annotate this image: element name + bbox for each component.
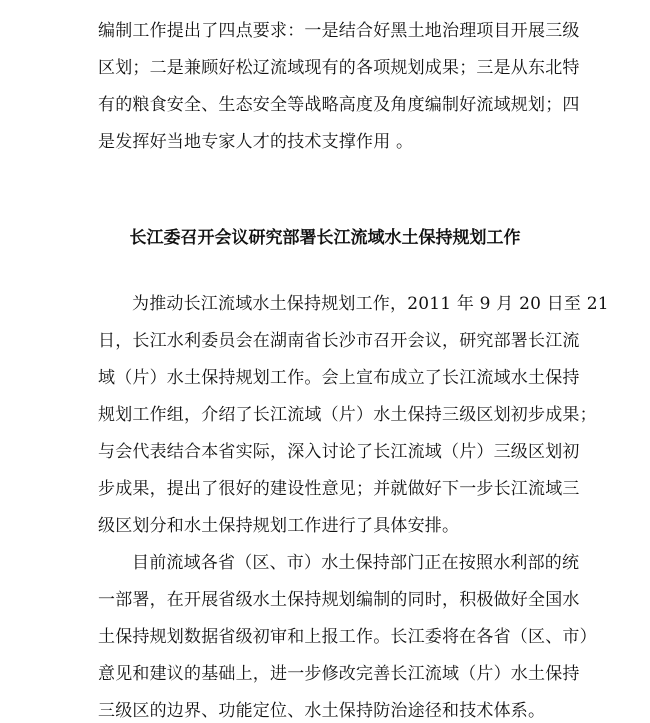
paragraph-2-line-2: 一部署，在开展省级水土保持规划编制的同时，积极做好全国水 xyxy=(98,590,580,610)
paragraph-1-line-1: 为推动长江流域水土保持规划工作，2011 年 9 月 20 日至 21 xyxy=(132,294,609,314)
article-title: 长江委召开会议研究部署长江流域水土保持规划工作 xyxy=(129,228,521,248)
paragraph-2-line-4: 意见和建议的基础上，进一步修改完善长江流域（片）水土保持 xyxy=(98,664,580,684)
paragraph-1-line-3: 域（片）水土保持规划工作。会上宣布成立了长江流域水土保持 xyxy=(98,368,580,388)
paragraph-2-line-5: 三级区的边界、功能定位、水土保持防治途径和技术体系。 xyxy=(98,701,546,721)
top-paragraph-line-2: 区划；二是兼顾好松辽流域现有的各项规划成果；三是从东北特 xyxy=(98,58,580,78)
paragraph-2-line-1: 目前流域各省（区、市）水土保持部门正在按照水利部的统 xyxy=(132,553,580,573)
top-paragraph-line-1: 编制工作提出了四点要求：一是结合好黑土地治理项目开展三级 xyxy=(98,21,580,41)
top-paragraph-line-3: 有的粮食安全、生态安全等战略高度及角度编制好流域规划；四 xyxy=(98,95,580,115)
paragraph-2-line-3: 土保持规划数据省级初审和上报工作。长江委将在各省（区、市） xyxy=(98,627,597,647)
paragraph-1-line-7: 级区划分和水土保持规划工作进行了具体安排。 xyxy=(98,516,460,536)
paragraph-1-line-5: 与会代表结合本省实际，深入讨论了长江流域（片）三级区划初 xyxy=(98,442,580,462)
top-paragraph-line-4: 是发挥好当地专家人才的技术支撑作用 。 xyxy=(98,132,414,152)
paragraph-1-line-4: 规划工作组，介绍了长江流域（片）水土保持三级区划初步成果； xyxy=(98,405,597,425)
paragraph-1-line-2: 日，长江水利委员会在湖南省长沙市召开会议，研究部署长江流 xyxy=(98,331,580,351)
paragraph-1-line-6: 步成果，提出了很好的建设性意见；并就做好下一步长江流域三 xyxy=(98,479,580,499)
